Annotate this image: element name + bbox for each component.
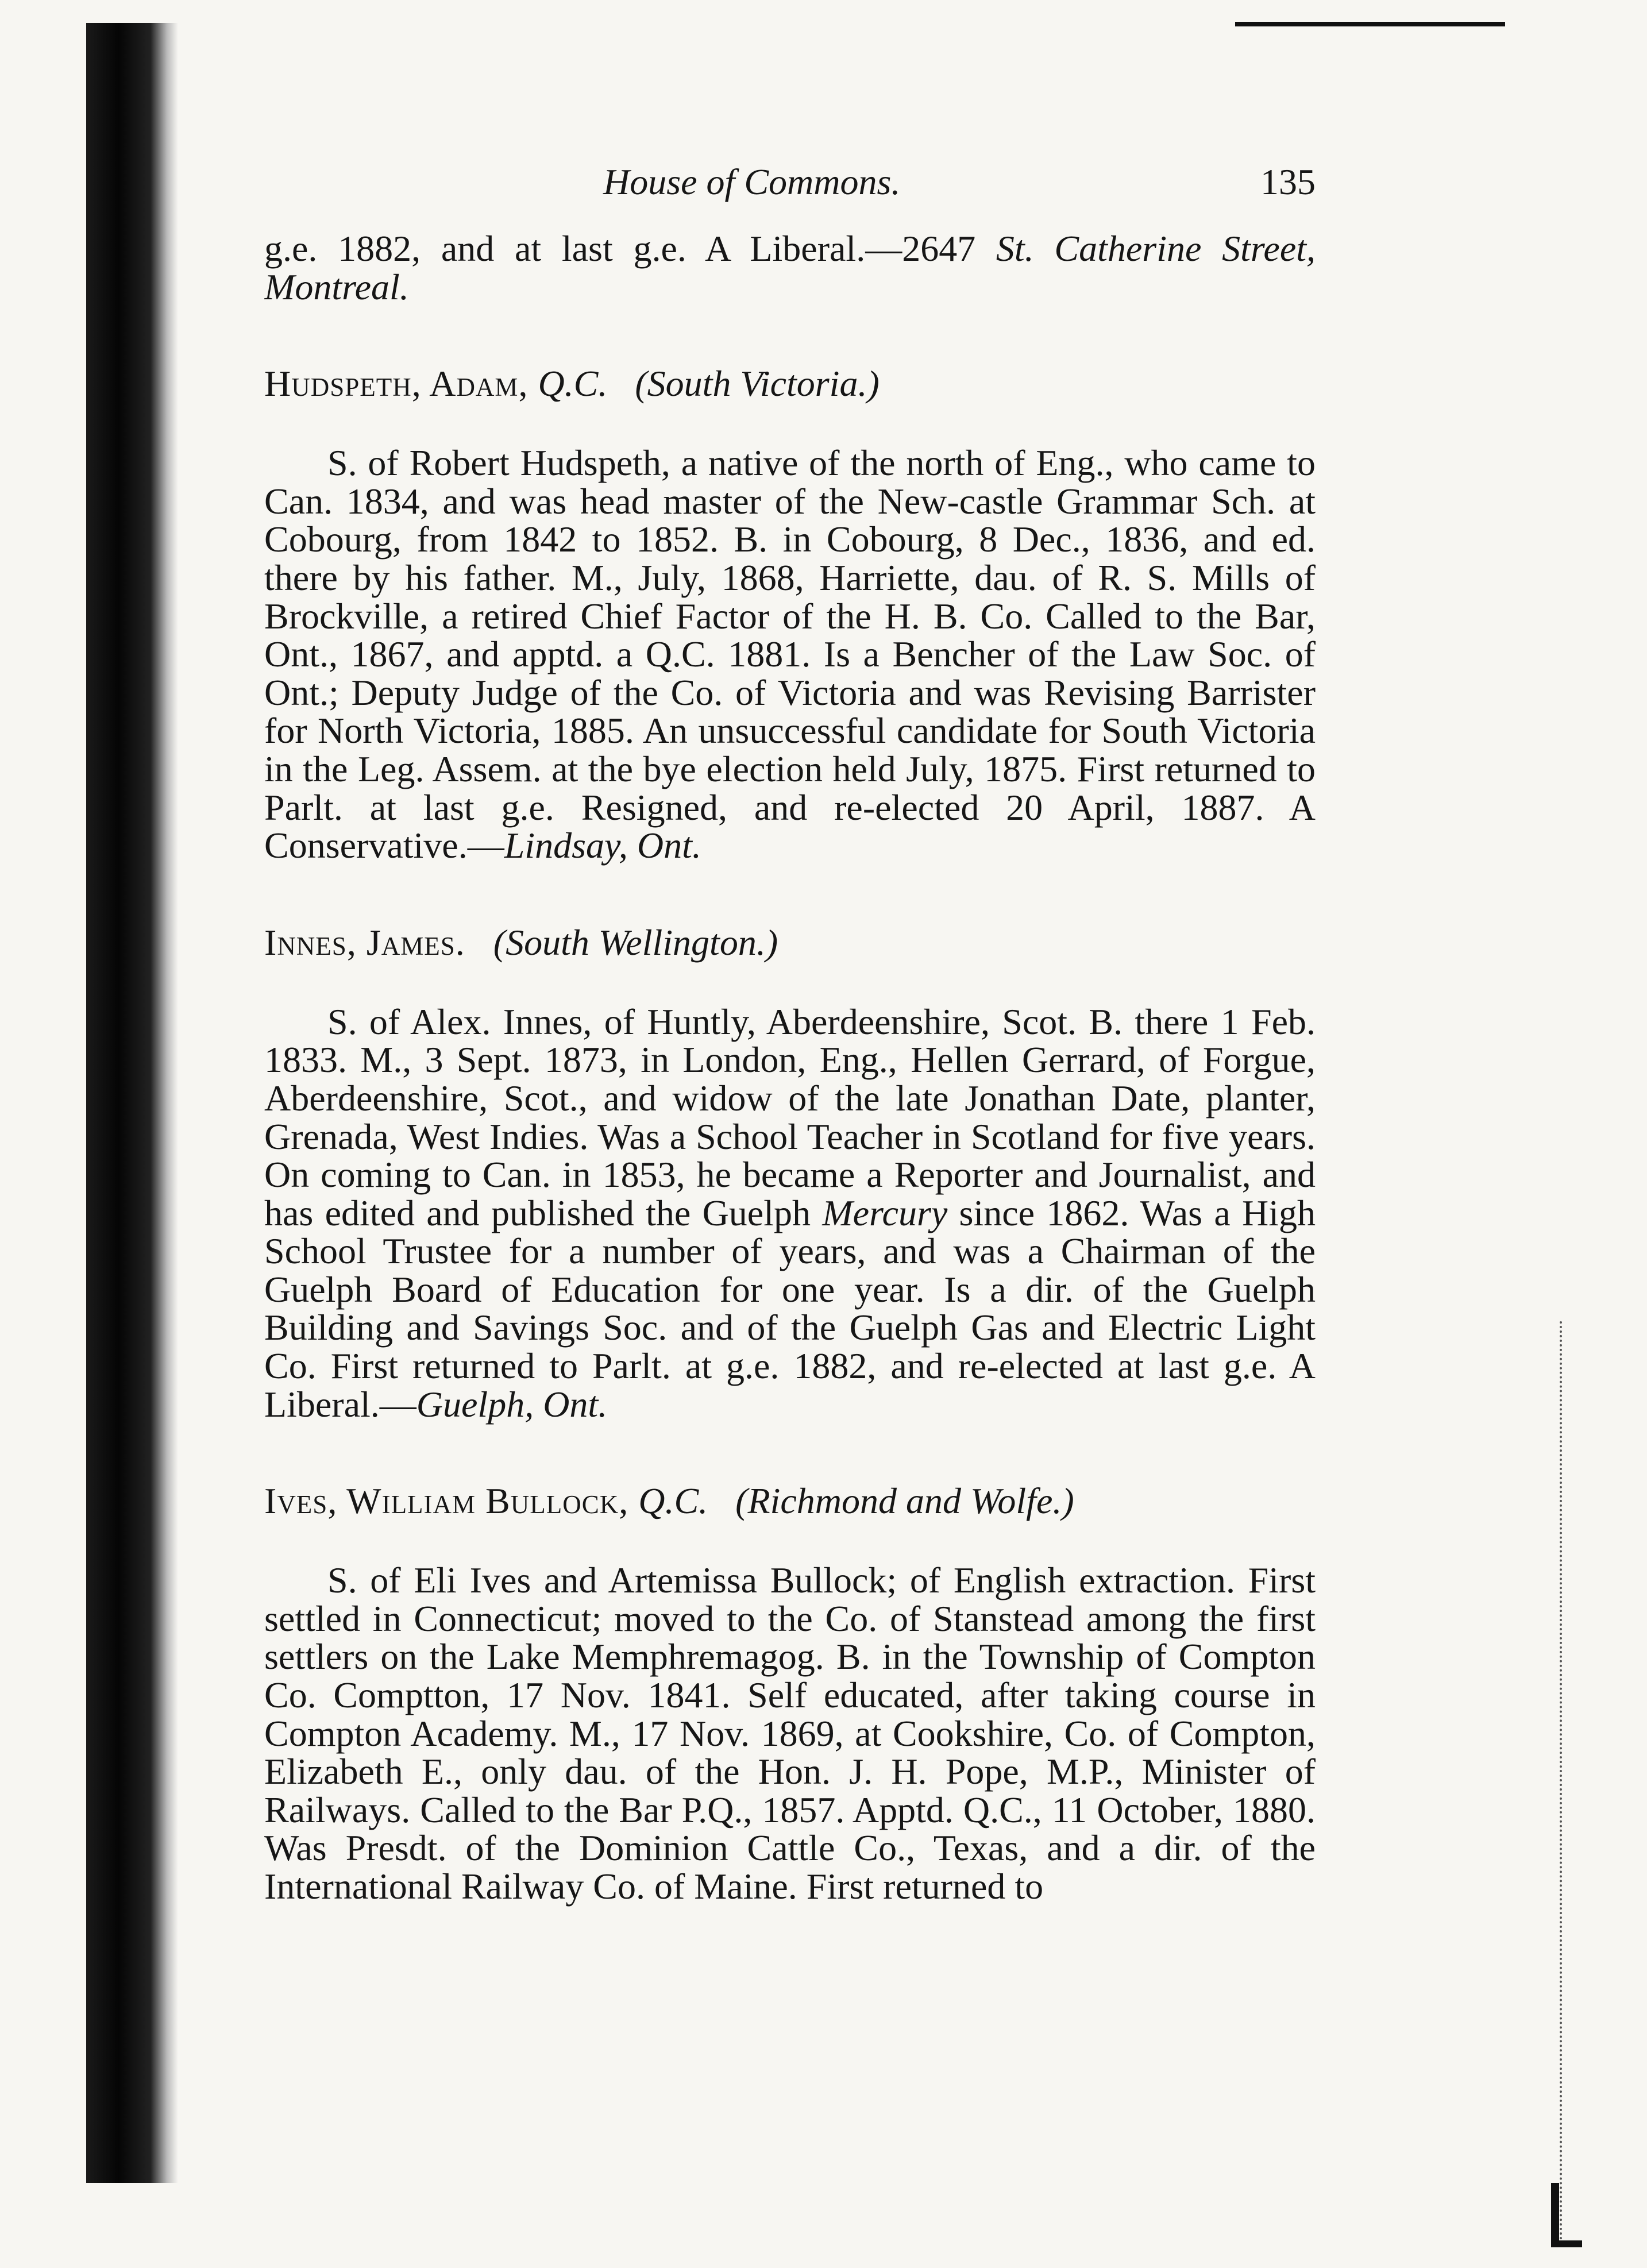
entry-heading-innes <box>264 923 1316 963</box>
continuation-address: St. Catherine Street, Montreal. <box>264 228 1316 307</box>
entry-surname: Ives <box>264 1480 328 1522</box>
page-edge-marks <box>1560 1321 1562 2240</box>
continuation-text: g.e. 1882, and at last g.e. A Liberal.—2647 <box>264 228 996 269</box>
entry-address: Lindsay, Ont. <box>504 825 701 866</box>
page-edge-corner <box>1551 2183 1582 2247</box>
entry-heading-hudspeth <box>264 364 1316 404</box>
entry-heading-ives <box>264 1481 1316 1521</box>
entry-constituency: (South Victoria.) <box>635 363 880 404</box>
entry-address: Guelph, Ont. <box>416 1383 608 1425</box>
book-spine-shadow <box>86 23 178 2183</box>
entry-title: Q.C. <box>638 1480 708 1522</box>
top-rule <box>1235 22 1505 26</box>
entry-given-name: , William Bullock, <box>327 1480 639 1522</box>
entry-surname: Innes <box>264 921 347 963</box>
entry-body-text: S. of Alex. Innes, of Huntly, Aberdeenshire, Scot. B. there 1 Feb. 1833. M., 3 Sept. 1873, in London, Eng., Hellen Gerrard, of Forgue, Aberdeenshire, Scot., and widow of the late Jonathan Date, planter, Grenada, West Indies. Was a School Teacher in Scotland for five years. On coming to Can. in 1853, he became a Reporter and Journalist, and has edited and published the Guelph <box>264 1001 1316 1233</box>
page-number: 135 <box>1260 161 1316 202</box>
entry-constituency: (South Wellington.) <box>493 921 778 963</box>
entry-body-innes <box>264 1003 1316 1424</box>
entry-constituency: (Richmond and Wolfe.) <box>735 1480 1074 1522</box>
entry-newspaper: Mercury <box>822 1192 948 1233</box>
entry-body-text: S. of Robert Hudspeth, a native of the north of Eng., who came to Can. 1834, and was head master of the New-castle Grammar Sch. at Cobourg, from 1842 to 1852. B. in Cobourg, 8 Dec., 1836, and ed. there by his father. M., July, 1868, Harriette, dau. of R. S. Mills of Brockville, a retired Chief Factor of the H. B. Co. Called to the Bar, Ont., 1867, and apptd. a Q.C. 1881. Is a Bencher of the Law Soc. of Ont.; Deputy Judge of the Co. of Victoria and was Revising Barrister for North Victoria, 1885. An unsuccessful candidate for South Victoria in the Leg. Assem. at the bye election held July, 1875. First returned to Parlt. at last g.e. Resigned, and re-elected 20 April, 1887. A Conservative.— <box>264 442 1316 866</box>
entry-surname: Hudspeth <box>264 363 412 404</box>
entry-given-name: , James. <box>346 921 475 963</box>
running-title: House of Commons. <box>603 161 901 202</box>
running-head <box>264 144 1316 207</box>
continuation-paragraph <box>264 230 1316 306</box>
page-body <box>264 144 1316 2189</box>
entry-given-name: , Adam, <box>411 363 538 404</box>
entry-body-hudspeth <box>264 444 1316 865</box>
entry-body-text-continued: since 1862. Was a High School Trustee for a number of years, and was a Chairman of the Guelph Board of Education for one year. Is a dir. of the Guelph Building and Savings Soc. and of the Guelph Gas and Electric Light Co. First returned to Parlt. at g.e. 1882, and re-elected at last g.e. A Liberal.— <box>264 1192 1316 1425</box>
entry-body-ives <box>264 1561 1316 1906</box>
entry-title: Q.C. <box>538 363 608 404</box>
entry-body-text: S. of Eli Ives and Artemissa Bullock; of English extraction. First settled in Connecticut; moved to the Co. of Stanstead among the first settlers on the Lake Memphremagog. B. in the Township of Compton Co. Comptton, 17 Nov. 1841. Self educated, after taking course in Compton Academy. M., 17 Nov. 1869, at Cookshire, Co. of Compton, Elizabeth E., only dau. of the Hon. J. H. Pope, M.P., Minister of Railways. Called to the Bar P.Q., 1857. Apptd. Q.C., 11 October, 1880. Was Presdt. of the Dominion Cattle Co., Texas, and a dir. of the International Railway Co. of Maine. First returned to <box>264 1560 1316 1907</box>
